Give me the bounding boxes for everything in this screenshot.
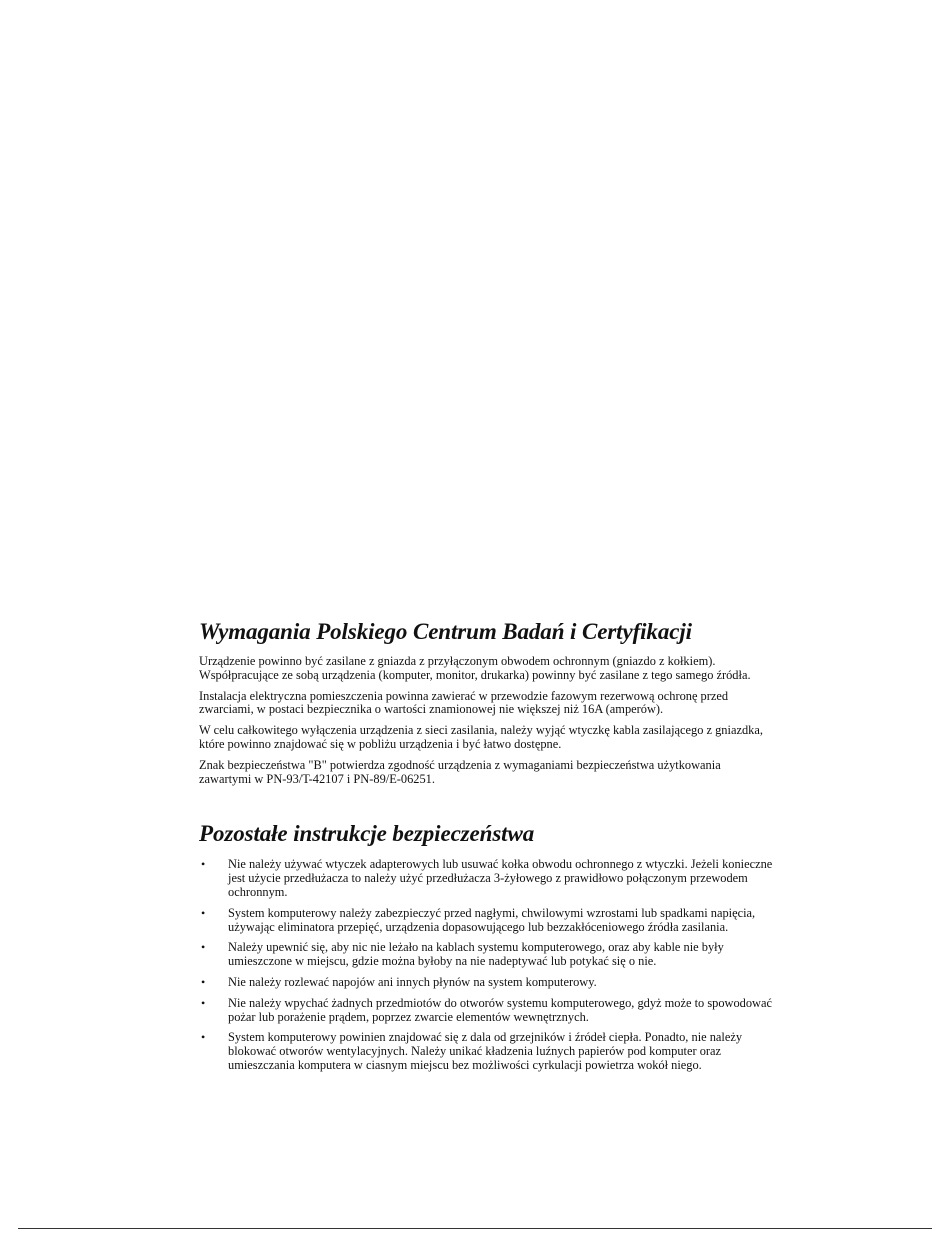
- footer-divider: [18, 1228, 932, 1229]
- paragraph-safety-mark: Znak bezpieczeństwa "B" potwierdza zgodność urządzenia z wymaganiami bezpieczeństwa użytkowania zawartymi w PN-93/T-42107 i PN-89/E-06251.: [199, 757, 721, 786]
- bullet-icon: •: [201, 857, 206, 872]
- list-item-text: Nie należy wpychać żadnych przedmiotów do otworów systemu komputerowego, gdyż może to spowodować pożar lub porażenie prądem, poprzez zwarcie elementów wewnętrznych.: [228, 995, 773, 1024]
- list-item-text: Należy upewnić się, aby nic nie leżało na kablach systemu komputerowego, oraz aby kable nie były umieszczone w miejscu, gdzie można byłoby na nie nadeptywać lub potykać się o nie.: [228, 940, 724, 969]
- bullet-icon: •: [201, 905, 206, 920]
- list-item-text: System komputerowy powinien znajdować się z dala od grzejników i źródeł ciepła. Ponadto, nie należy blokować otworów wentylacyjnych. Należy unikać kładzenia luźnych papierów pod komputer oraz umieszczania komputera w ciasnym miejscu bez możliwości cyrkulacji powietrza wokół niego.: [228, 1030, 743, 1072]
- section-heading-other-safety-instructions: Pozostałe instrukcje bezpieczeństwa: [199, 821, 535, 847]
- section-heading-pcbc-requirements: Wymagania Polskiego Centrum Badań i Certyfikacji: [199, 619, 692, 644]
- safety-instructions-list: [199, 858, 774, 1072]
- bullet-icon: •: [201, 1030, 206, 1045]
- bullet-icon: •: [201, 974, 206, 989]
- list-item-text: System komputerowy należy zabezpieczyć przed nagłymi, chwilowymi wzrostami lub spadkami napięcia, używając eliminatora przepięć, urządzenia dopasowującego lub bezzakłóceniowego źródła zasilania.: [228, 905, 756, 934]
- bullet-icon: •: [201, 995, 206, 1010]
- list-item: [199, 976, 774, 990]
- paragraph-disconnect-power: W celu całkowitego wyłączenia urządzenia z sieci zasilania, należy wyjąć wtyczkę kabla zasilającego z gniazdka, które powinno znajdować się w pobliżu urządzenia i być łatwo dostępne.: [199, 723, 763, 751]
- list-item-text: Nie należy używać wtyczek adapterowych lub usuwać kołka obwodu ochronnego z wtyczki. Jeżeli konieczne jest użycie przedłużacza to należy użyć przedłużacza 3-żyłowego z prawidłowo połączonym przewodem ochronnym.: [228, 857, 773, 899]
- list-item: [199, 858, 774, 899]
- list-item: [199, 907, 774, 935]
- list-item: [199, 941, 774, 969]
- bullet-icon: •: [201, 940, 206, 955]
- document-content: [199, 618, 774, 1080]
- paragraph-electrical-installation: Instalacja elektryczna pomieszczenia powinna zawierać w przewodzie fazowym rezerwową ochronę przed zwarciami, w postaci bezpiecznika o wartości znamionowej nie większej niż 16A (amperów).: [199, 688, 729, 717]
- list-item: [199, 997, 774, 1025]
- paragraph-power-supply: Urządzenie powinno być zasilane z gniazda z przyłączonym obwodem ochronnym (gniazdo z kołkiem). Współpracujące ze sobą urządzenia (komputer, monitor, drukarka) powinny być zasilane z tego samego źródła.: [199, 654, 751, 682]
- list-item: [199, 1031, 774, 1072]
- list-item-text: Nie należy rozlewać napojów ani innych płynów na system komputerowy.: [228, 974, 597, 989]
